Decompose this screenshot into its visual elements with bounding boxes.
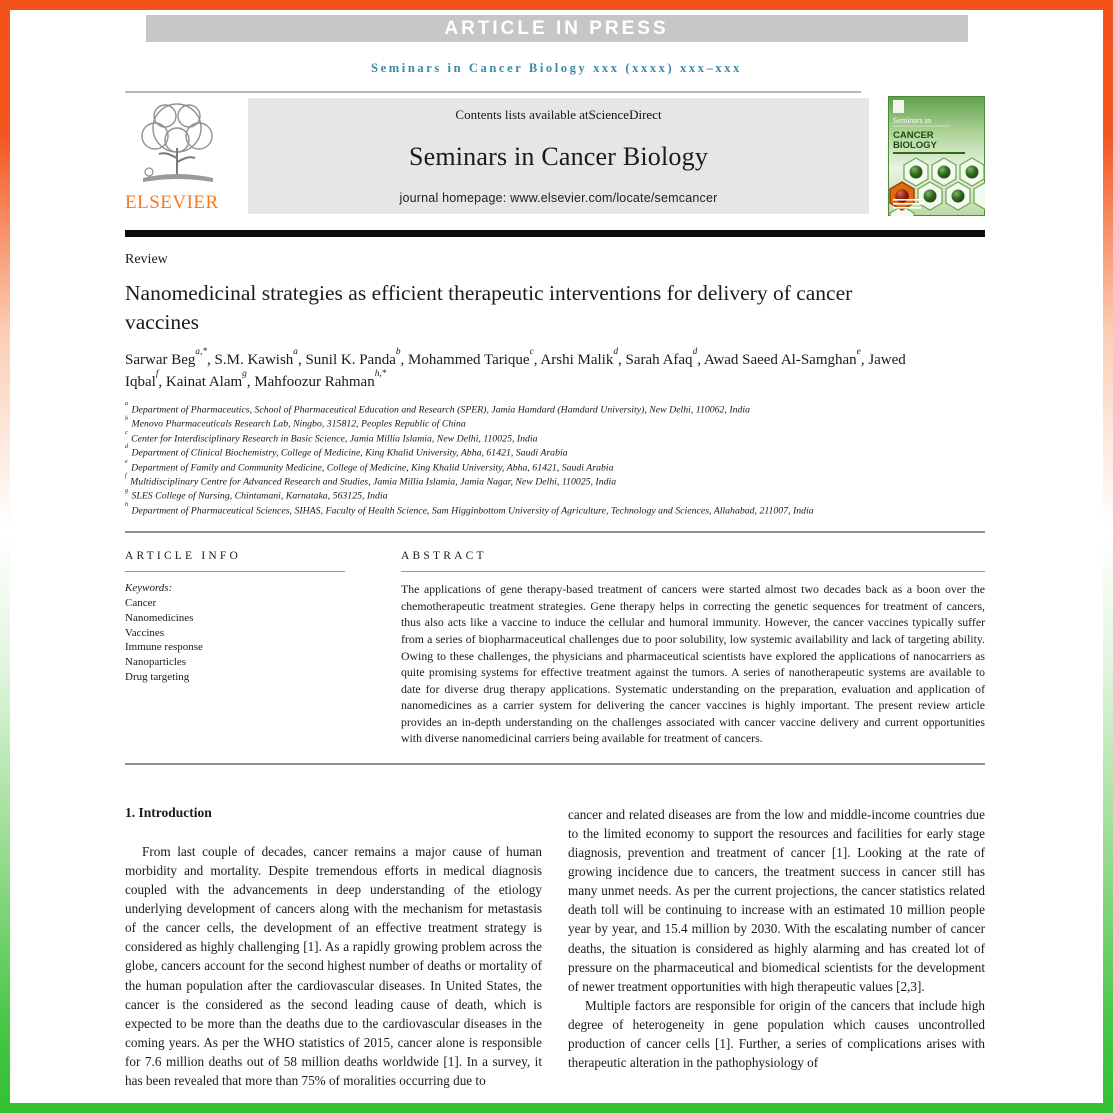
cover-title-line2: BIOLOGY — [893, 140, 937, 151]
info-section-bottom-rule — [125, 763, 985, 765]
affiliation-line: $^a$ Department of Pharmaceutics, School of Pharmaceutical Education and Research (SPER), Jamia Hamdard (Hamdard University), New Delhi, 110062, India — [125, 401, 751, 416]
affiliation-line: $^d$ Department of Clinical Biochemistry, College of Medicine, King Khalid University, Abha, 61421, Saudi Arabia — [125, 444, 568, 459]
keyword-item: Immune response — [125, 641, 203, 654]
affiliation-list — [125, 403, 985, 518]
header-divider-bar — [125, 230, 985, 237]
abstract-heading: ABSTRACT — [401, 549, 487, 562]
abstract-text: The applications of gene therapy-based treatment of cancers were started almost two decades back as a boon over the chemotherapeutic treatment strategies. Gene therapy helps in correcting the genetic sequences for treatment of cancers, thus also acts like a vaccine to induce the cellular and humoral immunity. However, the cancer vaccines typically suffer from a series of biopharmaceutical challenges due to poor solubility, low systemic availability and lack of targeting ability. Owing to these challenges, the physicians and pharmaceutical scientists have explored the applications of nanocarriers as quite promising systems for effective treatment against the tumors. A series of nanotherapeutic systems are available to date for diverse drug therapy applications. Systematic understanding on the preparation, evaluation and application of nanomedicines as a carrier system for delivering the cancer vaccines is highly important. The present review article provides an in-depth understanding on the challenges associated with cancer vaccine delivery and current opportunities with diverse nanomedicinal carriers being available for treatment of cancers. — [401, 582, 985, 746]
abstract-column — [401, 550, 985, 747]
journal-homepage-link[interactable]: journal homepage: www.elsevier.com/locate/semcancer — [399, 191, 718, 205]
article-title: Nanomedicinal strategies as efficient therapeutic interventions for delivery of cancer vaccines — [125, 281, 853, 335]
article-in-press-banner: ARTICLE IN PRESS — [146, 15, 968, 42]
body-paragraph: From last couple of decades, cancer remains a major cause of human morbidity and mortality. Despite tremendous efforts in medical diagnosis coupled with the advancements in deep understanding of the etiology underlying development of cancers along with the mechanism for metastasis of the cancer cells, the development of an effective treatment strategy is considered as highly challenging [1]. As a rapidly growing problem across the globe, cancers account for the second highest number of deaths or mortality of the human population after the cardiovascular diseases. In United States, the cancer is the considered as the second leading cause of death, which is expected to be more than the deaths due to the cardiovascular diseases in the coming years. As per the WHO statistics of 2015, cancer alone is responsible for 7.6 million deaths out of 58 million deaths worldwide [1]. In a survey, it has been revealed that more than 75% of moralities occurring due to — [125, 843, 542, 1089]
author: Mahfoozur Rahman$^{h,*}$ — [254, 368, 387, 390]
author: Mohammed Tarique$^c$ — [408, 347, 534, 369]
journal-cover-thumbnail[interactable] — [888, 96, 985, 221]
journal-masthead — [248, 98, 869, 214]
section-heading-introduction: 1. Introduction — [125, 804, 212, 820]
contents-prefix: Contents lists available at — [455, 107, 589, 122]
author: Sarah Afaq$^d$ — [625, 347, 698, 369]
keyword-item: Drug targeting — [125, 670, 190, 683]
keyword-item: Cancer — [125, 597, 157, 610]
keyword-item: Vaccines — [125, 626, 165, 639]
affiliation-line: $^h$ Department of Pharmaceutical Sciences, SIHAS, Faculty of Health Science, Sam Higginbottom University of Agriculture, Technology and Sciences, Allahabad, 211007, India — [125, 501, 814, 516]
article-page — [10, 10, 1103, 1103]
article-info-heading: ARTICLE INFO — [125, 549, 241, 562]
elsevier-wordmark: ELSEVIER — [125, 192, 219, 213]
body-paragraph: Multiple factors are responsible for origin of the cancers that include high degree of heterogeneity in gene population which causes uncontrolled production of cancer cells [1]. Further, a series of complications arises with therapeutic alteration in the pathophysiology of — [568, 998, 985, 1071]
article-info-column — [125, 550, 345, 747]
journal-citation-line: Seminars in Cancer Biology xxx (xxxx) xxx–xxx — [371, 61, 742, 75]
journal-title: Seminars in Cancer Biology — [408, 142, 709, 171]
body-right-column — [568, 805, 985, 1091]
affiliation-line: $^e$ Department of Family and Community Medicine, College of Medicine, King Khalid University, Abha, 61421, Saudi Arabia — [125, 458, 614, 473]
contents-list-line — [455, 107, 661, 123]
article-category: Review — [125, 252, 168, 267]
sciencedirect-link[interactable]: ScienceDirect — [588, 107, 662, 122]
author-list: Sarwar Beg$^{a,*}$, S.M. Kawish$^a$, Sunil K. Panda$^b$, Mohammed Tarique$^c$, Arshi Malik$^d$, Sarah Afaq$^d$, Awad Saeed Al-Samghan$^e$, Jawed Iqbal$^f$, Kainat Alam$^g$, Mahfoozur Rahman$^{h,*}$ — [125, 347, 906, 390]
author: Jawed Iqbal$^f$ — [125, 352, 906, 390]
affiliation-line: $^f$ Multidisciplinary Centre for Advanced Research and Studies, Jamia Millia Islamia, Jamia Nagar, New Delhi, 110025, India — [125, 473, 617, 488]
body-paragraph: cancer and related diseases are from the low and middle-income countries due to the limited economy to support the resources and facilities for early stage diagnosis, prevention and treatment of cancer [1]. Looking at the rate of growing incidence due to cancers, the treatment success in cancer still has many unmet needs. As per the current projections, the cancer statistics related death toll will be continuing to increase with an estimated 10 million people year by year, and 15.4 million by 2030. With the escalating number of cancer deaths, the situation is considered as highly alarming and has created lot of pressure on the pharmaceutical and biomedical scientists for the development of newer treatment opportunities with high therapeutic values [2,3]. — [568, 806, 985, 994]
author: Arshi Malik$^d$ — [540, 347, 618, 369]
keywords-label: Keywords: — [125, 582, 173, 595]
cover-title-line1: CANCER — [893, 130, 934, 141]
author: Sarwar Beg$^{a,*}$ — [125, 347, 208, 369]
affiliation-line: $^b$ Menovo Pharmaceuticals Research Lab, Ningbo, 315812, Peoples Republic of China — [125, 415, 466, 430]
elsevier-logo — [125, 96, 232, 214]
author: Awad Saeed Al-Samghan$^e$ — [703, 347, 861, 369]
author: Sunil K. Panda$^b$ — [305, 347, 401, 369]
elsevier-tree-icon — [125, 98, 229, 190]
body-left-column — [125, 805, 542, 1091]
keyword-item: Nanoparticles — [125, 656, 187, 669]
author: S.M. Kawish$^a$ — [214, 347, 298, 369]
journal-cover-art — [888, 96, 985, 216]
article-info-rule — [125, 571, 345, 573]
journal-header — [125, 96, 985, 221]
affiliation-line: $^c$ Center for Interdisciplinary Research in Basic Science, Jamia Millia Islamia, New Delhi, 110025, India — [125, 430, 538, 445]
cover-series-label: Seminars in — [893, 116, 931, 125]
info-abstract-section — [125, 533, 985, 747]
intro-left-paragraphs — [125, 842, 542, 1091]
keyword-item: Nanomedicines — [125, 611, 194, 624]
keyword-list — [125, 581, 345, 684]
header-rule — [125, 91, 861, 93]
abstract-rule — [401, 571, 985, 573]
affiliation-line: $^g$ SLES College of Nursing, Chintamani, Karnataka, 563125, India — [125, 487, 388, 502]
author: Kainat Alam$^g$ — [165, 368, 247, 390]
article-body — [125, 805, 985, 1091]
